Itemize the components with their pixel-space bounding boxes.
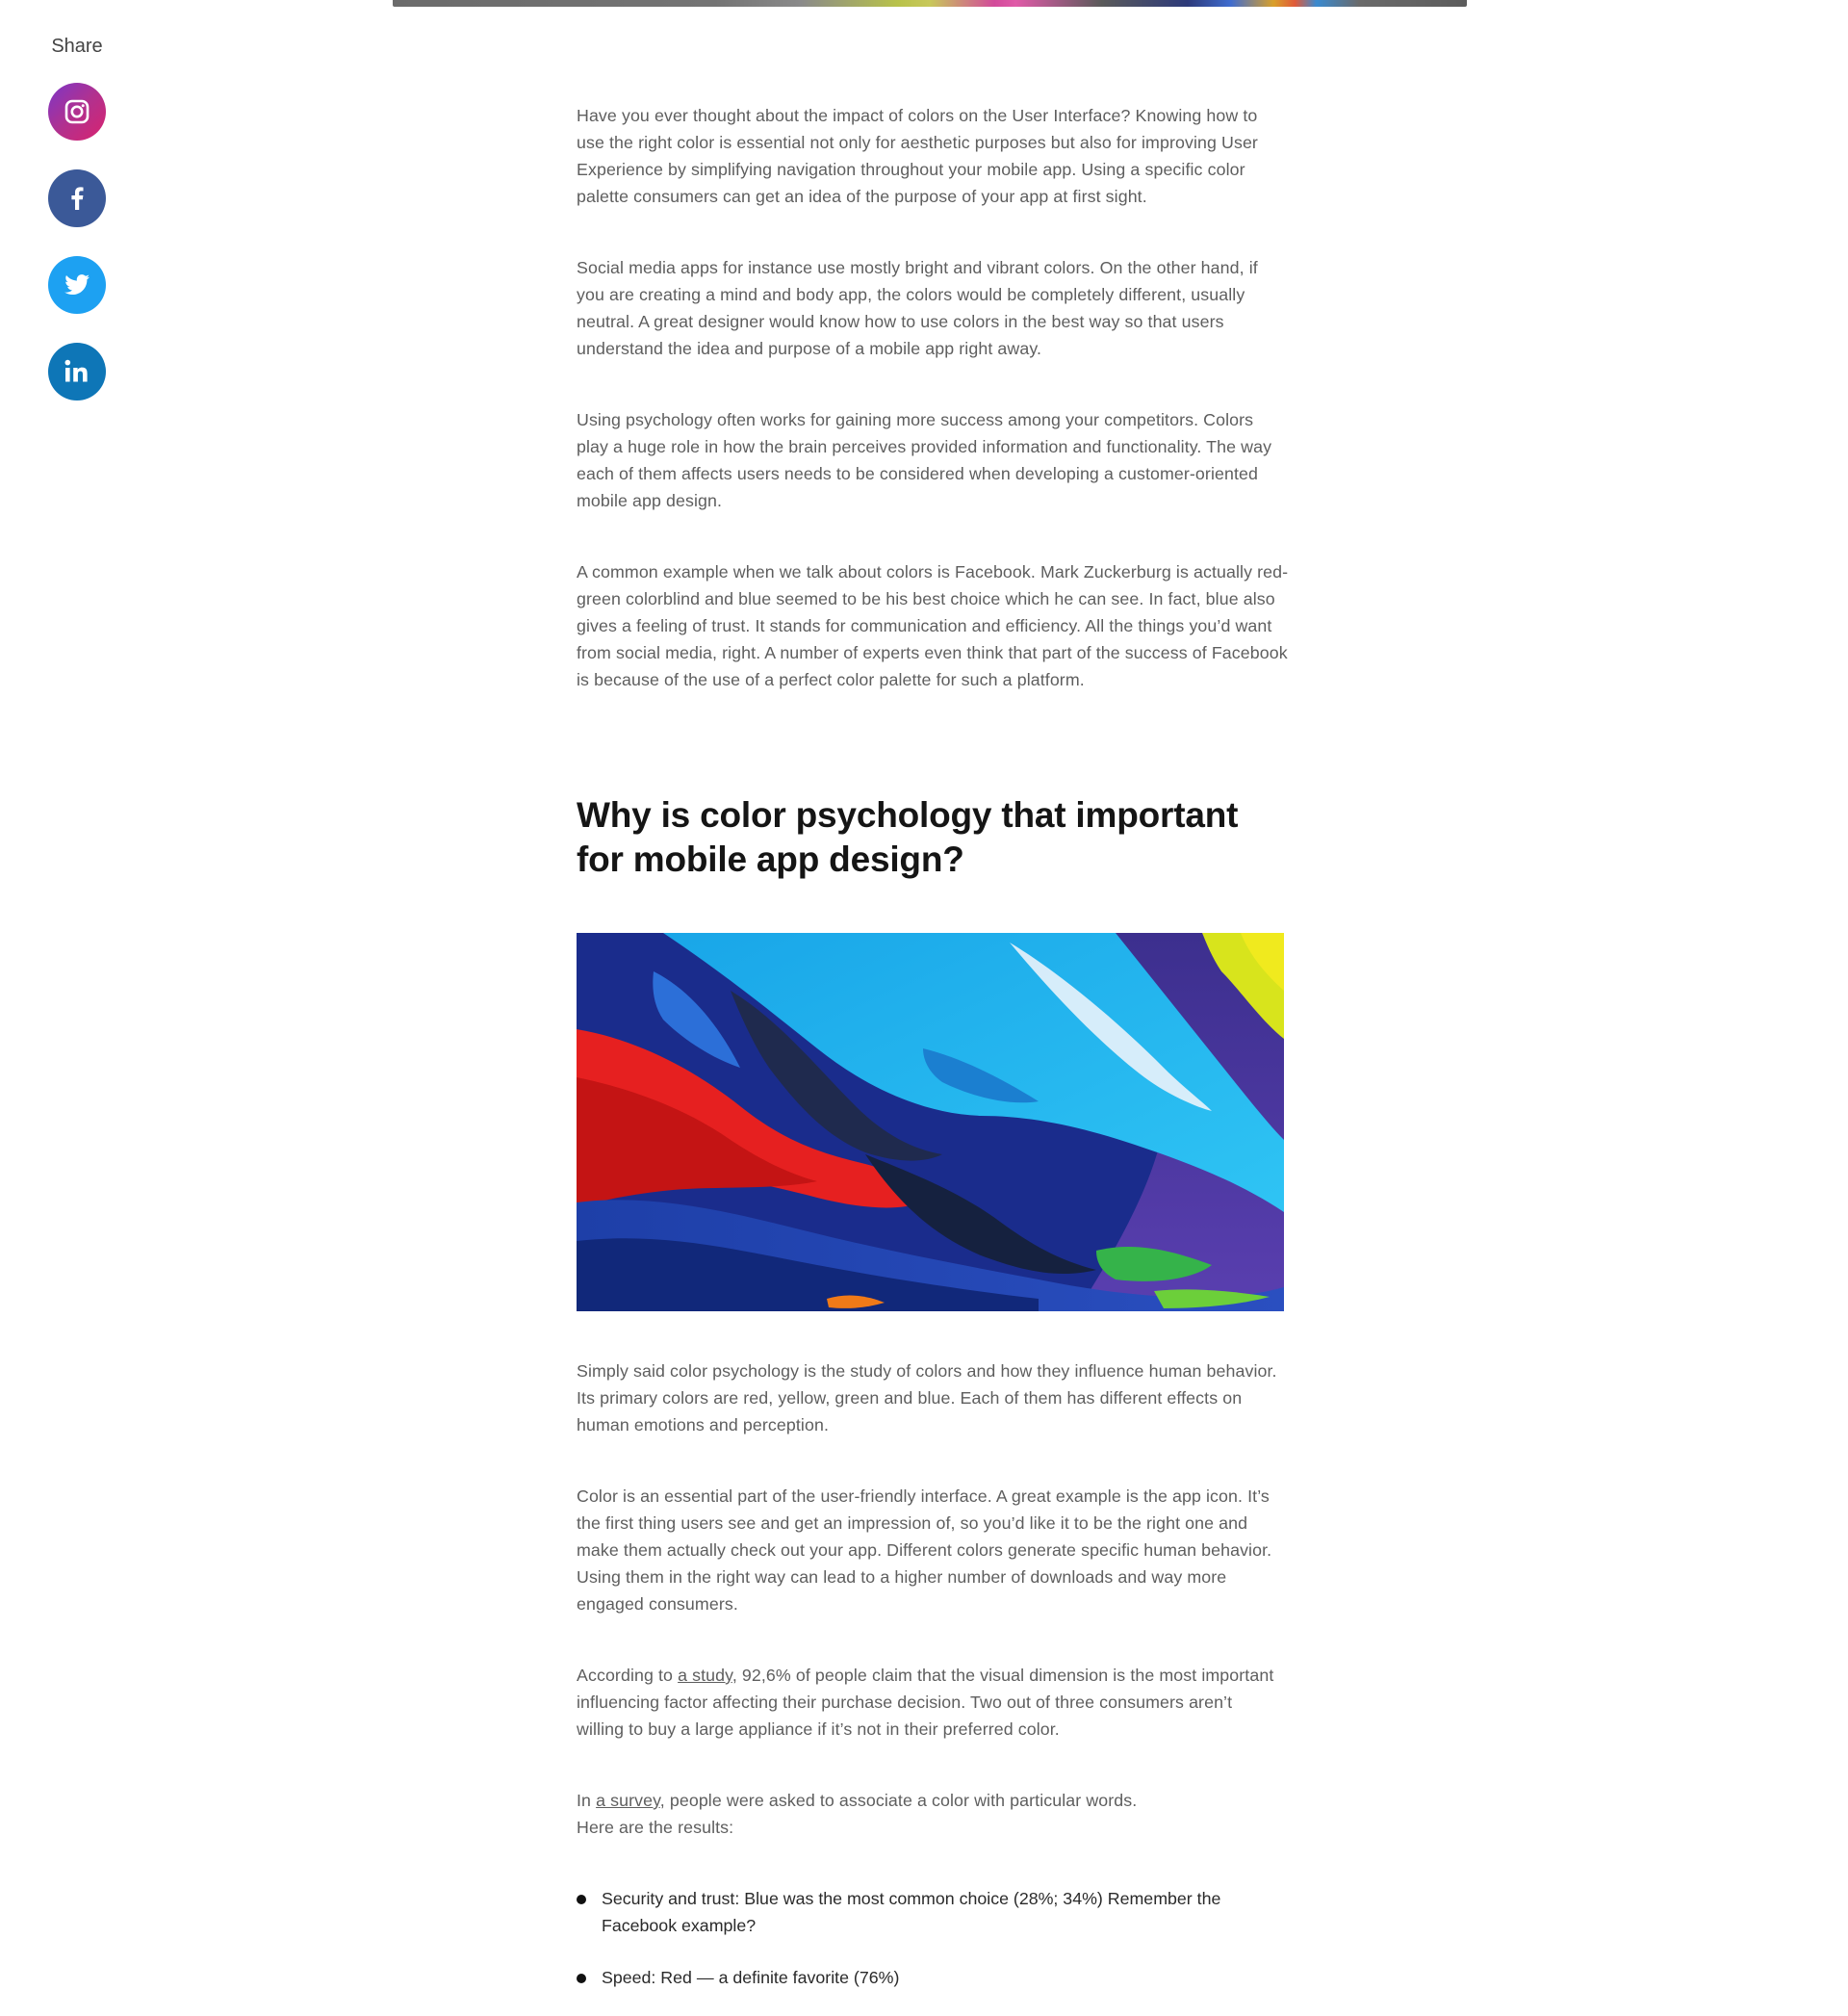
- survey-paragraph: [577, 1787, 1284, 1841]
- list-item: [577, 1885, 1284, 1939]
- share-facebook-button[interactable]: [48, 169, 106, 227]
- study-prefix: According to: [577, 1666, 679, 1685]
- survey-suffix: , people were asked to associate a color with particular words.: [659, 1791, 1138, 1810]
- share-sidebar: [38, 33, 116, 429]
- study-suffix: , 92,6% of people claim that the visual dimension is the most important influencing factor affecting their purchase decision. Two out of three consumers aren’t willing to buy a large appliance if it’s not in their preferred color.: [577, 1666, 1274, 1739]
- article-paragraph: Simply said color psychology is the study of colors and how they influence human behavior. Its primary colors are red, yellow, green and blue. Each of them has different effects on human emotions and perception.: [577, 1361, 1277, 1434]
- survey-results-list: [577, 1885, 1284, 2016]
- article-paragraph: Color is an essential part of the user-friendly interface. A great example is the app icon. It’s the first thing users see and get an impression of, so you’d like it to be the right one and make them actually check out your app. Different colors generate specific human behavior. Using them in the right way can lead to a higher number of downloads and way more engaged consumers.: [577, 1486, 1272, 1614]
- share-instagram-button[interactable]: [48, 83, 106, 141]
- list-item-text: Speed: Red — a definite favorite (76%): [602, 1968, 900, 1987]
- survey-prefix: In: [577, 1791, 597, 1810]
- article-paragraph: A common example when we talk about colors is Facebook. Mark Zuckerburg is actually red-green colorblind and blue seemed to be his best choice which he can see. In fact, blue also gives a feeling of trust. It stands for communication and efficiency. All the things you’d want from social media, right. A number of experts even think that part of the success of Facebook is because of the use of a perfect color palette for such a platform.: [577, 562, 1289, 689]
- share-label: Share: [51, 36, 103, 57]
- article-paragraph: Have you ever thought about the impact of colors on the User Interface? Knowing how to use the right color is essential not only for aesthetic purposes but also for improving User Experience by simplifying navigation throughout your mobile app. Using a specific color palette consumers can get an idea of the purpose of your app at first sight.: [577, 106, 1258, 206]
- share-linkedin-button[interactable]: [48, 343, 106, 401]
- section-heading: Why is color psychology that important for mobile app design?: [577, 795, 1239, 879]
- bullet-dot: [577, 1895, 586, 1904]
- hero-image: [393, 0, 1467, 7]
- article-paragraph: Social media apps for instance use mostly bright and vibrant colors. On the other hand, if you are creating a mind and body app, the colors would be completely different, usually neutral. A great designer would know how to use colors in the best way so that users understand the idea and purpose of a mobile app right away.: [577, 258, 1258, 358]
- abstract-paint-image: [577, 933, 1284, 1311]
- survey-link[interactable]: a survey: [596, 1791, 660, 1810]
- list-item: [577, 1964, 1284, 1991]
- share-twitter-button[interactable]: [48, 256, 106, 314]
- article-paragraph: Using psychology often works for gaining more success among your competitors. Colors play a huge role in how the brain perceives provided information and functionality. The way each of them affects users needs to be considered when developing a customer-oriented mobile app design.: [577, 410, 1272, 510]
- list-item-text: Security and trust: Blue was the most common choice (28%; 34%) Remember the Facebook example?: [602, 1889, 1221, 1935]
- study-paragraph: [577, 1662, 1284, 1743]
- survey-results-intro: Here are the results:: [577, 1818, 734, 1837]
- study-link[interactable]: a study: [678, 1666, 732, 1685]
- bullet-dot: [577, 1974, 586, 1983]
